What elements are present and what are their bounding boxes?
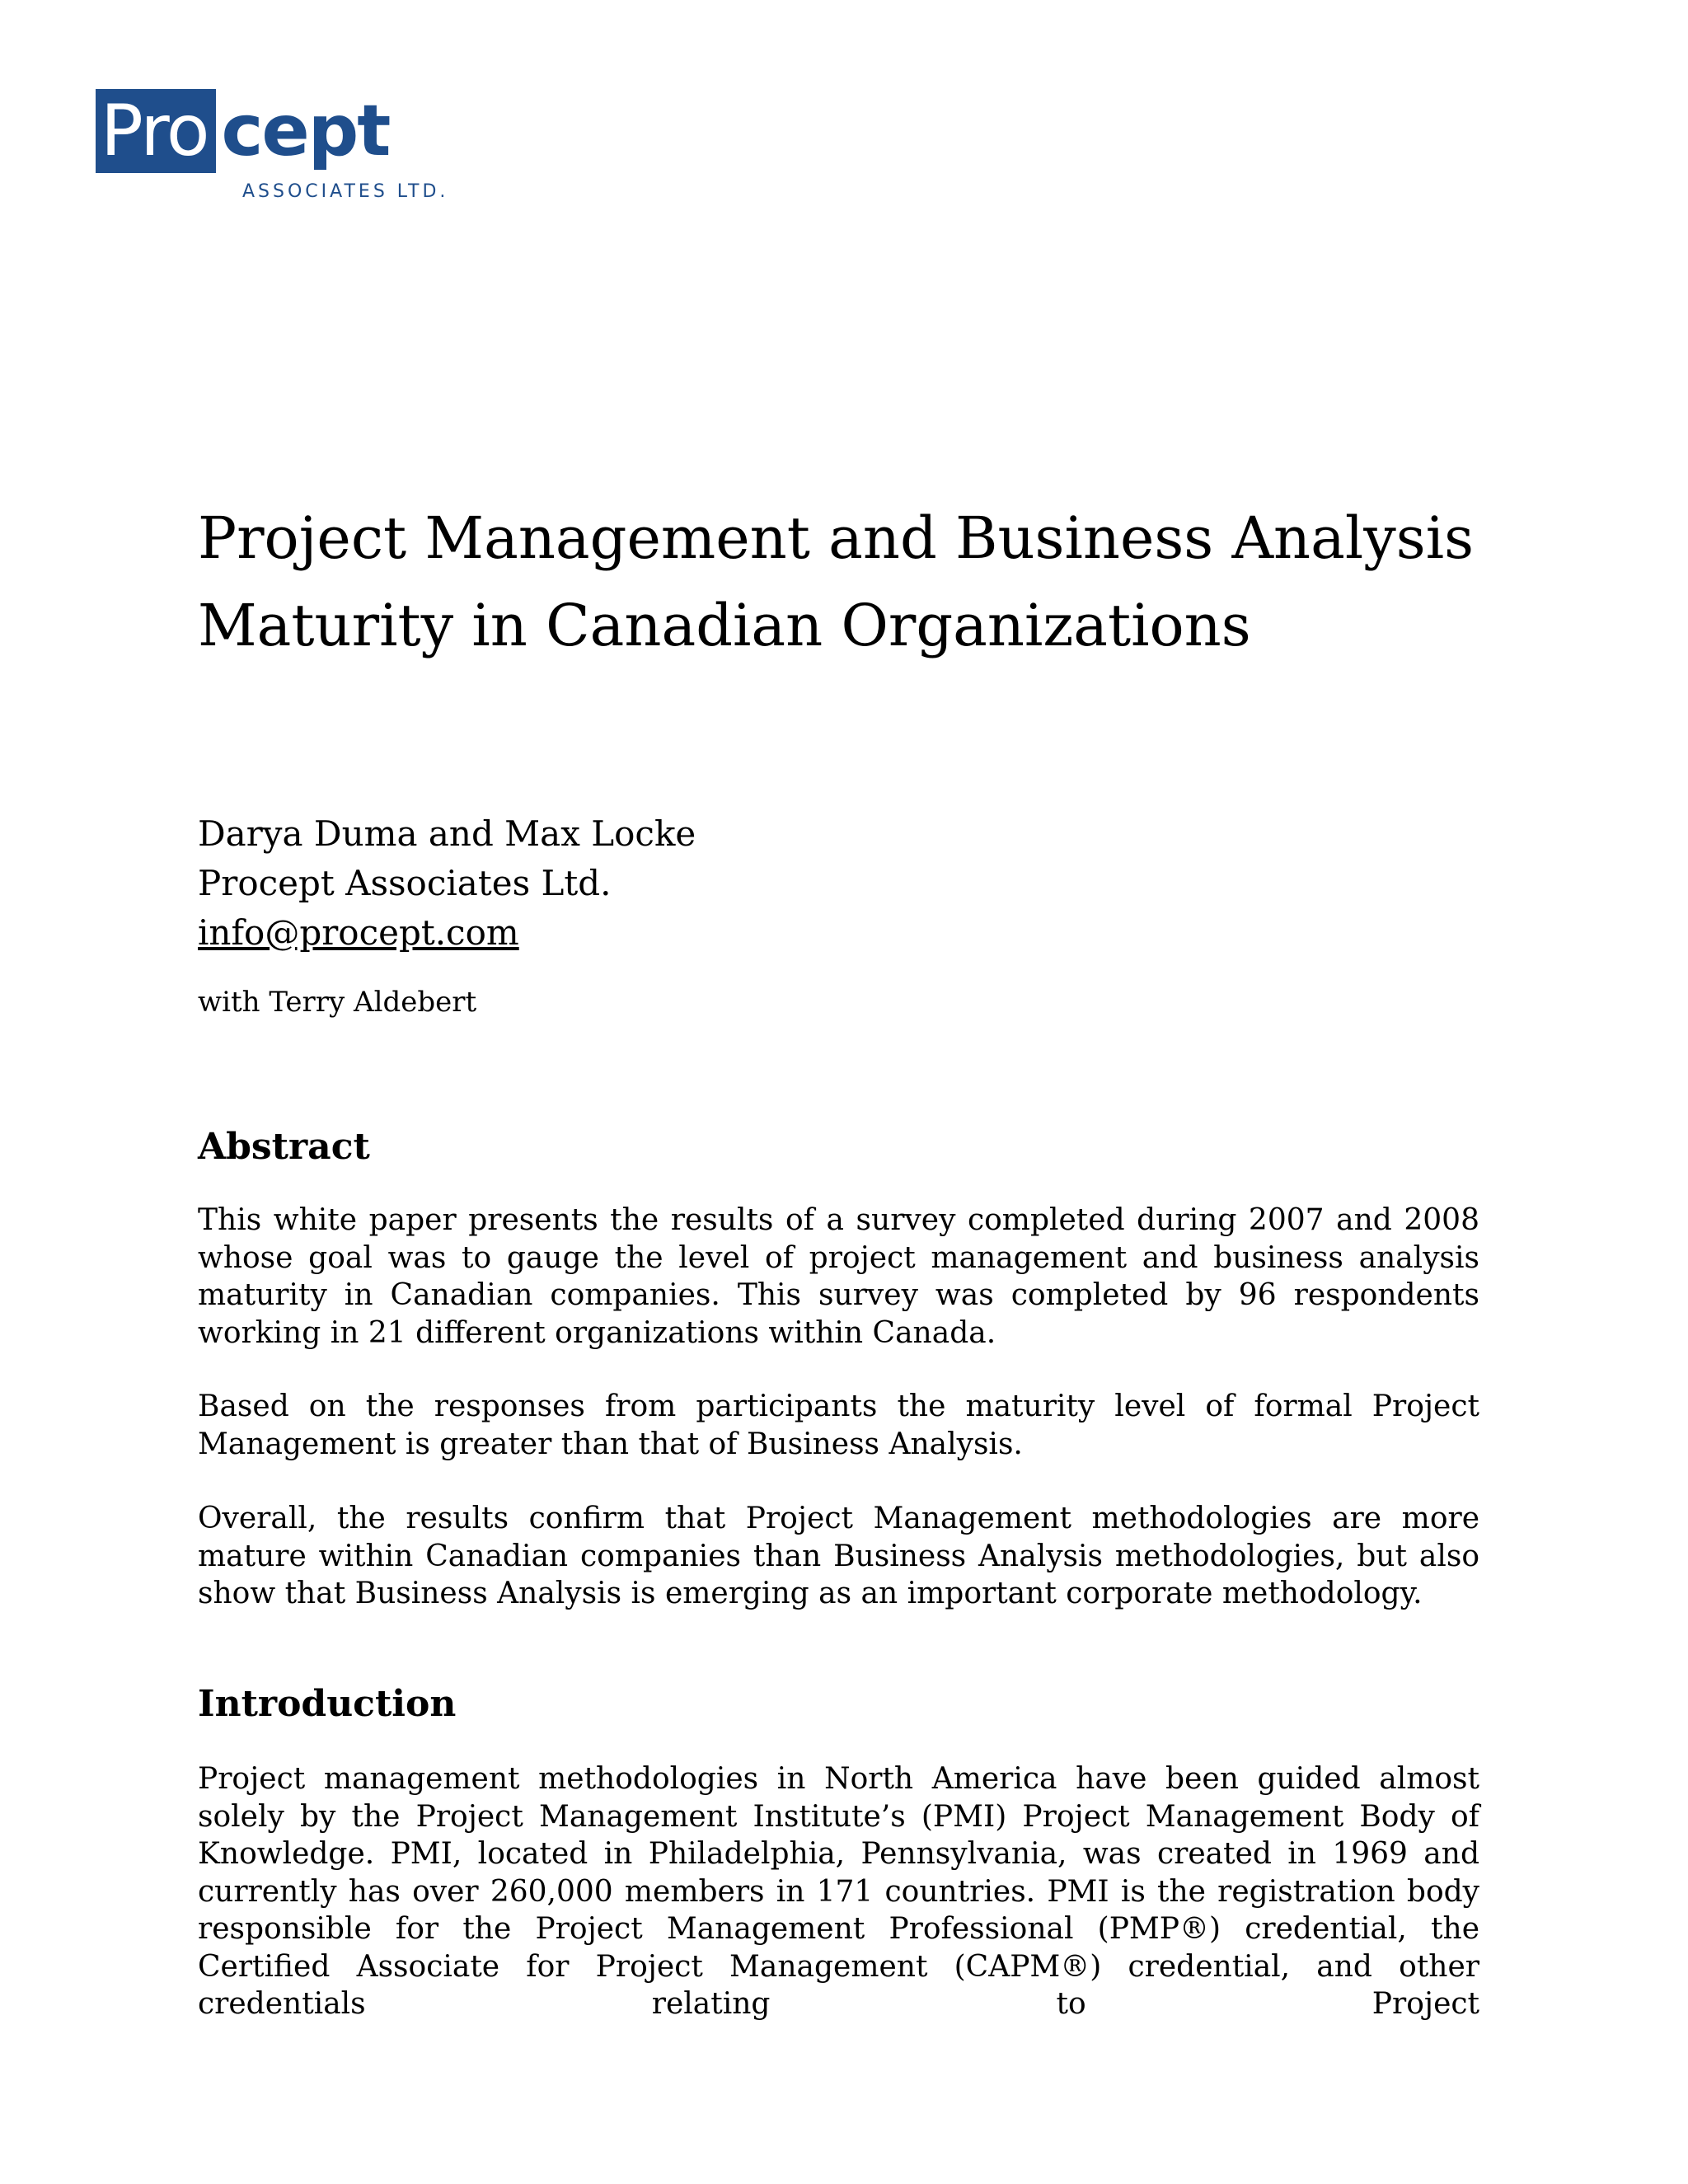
author-email-link[interactable]: info@procept.com: [198, 912, 519, 953]
introduction-heading: Introduction: [198, 1683, 457, 1725]
abstract-paragraph-2: Based on the responses from participants the maturity level of formal Project Management is greater than that of Business Analysis.: [198, 1390, 1479, 1461]
logo-subtitle: ASSOCIATES LTD.: [242, 181, 449, 202]
introduction-paragraph-1: Project management methodologies in North America have been guided almost solely by the Project Management Institute’s (PMI) Project Management Body of Knowledge. PMI, located in Philadelphia, Pennsylvania, was created in 1969 and currently has over 260,000 members in 171 countries. PMI is the registration body responsible for the Project Management Professional (PMP®) credential, the Certified Associate for Project Management (CAPM®) credential, and other credentials relating to Project: [198, 1762, 1479, 2021]
author-organization: Procept Associates Ltd.: [198, 863, 612, 903]
author-block: [198, 809, 1479, 958]
logo-wordmark: [96, 89, 450, 173]
abstract-heading: Abstract: [198, 1126, 370, 1168]
document-title: [198, 494, 1479, 669]
abstract-paragraph-1: This white paper presents the results of a survey completed during 2007 and 2008 whose goal was to gauge the level of project management and business analysis maturity in Canadian companies. This survey was completed by 96 respondents working in 21 different organizations within Canada.: [198, 1203, 1479, 1350]
author-names: Darya Duma and Max Locke: [198, 813, 696, 854]
procept-logo: [96, 89, 450, 213]
title-line-2: Maturity in Canadian Organizations: [198, 592, 1251, 659]
logo-pro-text: Pro: [96, 89, 216, 173]
title-line-1: Project Management and Business Analysis: [198, 504, 1474, 572]
logo-cept-text: cept: [221, 90, 390, 172]
contributor-line: with Terry Aldebert: [198, 986, 477, 1019]
abstract-paragraph-3: Overall, the results confirm that Project Management methodologies are more mature within Canadian companies than Business Analysis methodologies, but also show that Business Analysis is emerging as an important corporate methodology.: [198, 1502, 1479, 1610]
